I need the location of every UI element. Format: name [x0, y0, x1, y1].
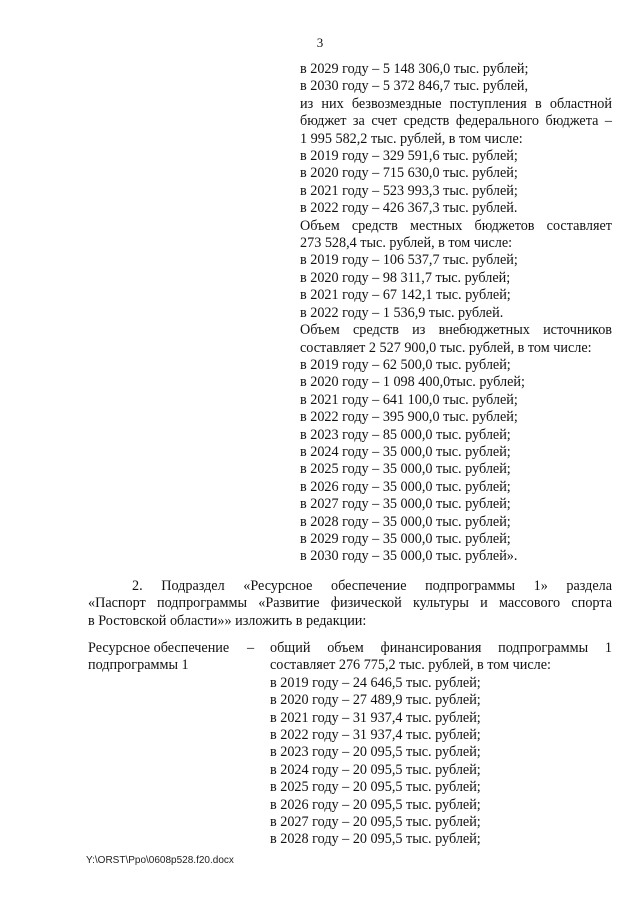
- passport-label-line: Ресурсное обеспечение: [88, 640, 230, 656]
- text-line: в 2020 году – 715 630,0 тыс. рублей;: [300, 165, 518, 182]
- text-line: в 2022 году – 1 536,9 тыс. рублей.: [300, 304, 504, 321]
- passport-row-label: [88, 640, 268, 675]
- text-line: в 2025 году – 35 000,0 тыс. рублей;: [300, 461, 511, 478]
- passport-row-value: [270, 640, 612, 849]
- text-line: в 2024 году – 20 095,5 тыс. рублей;: [270, 761, 481, 778]
- text-line: в 2021 году – 523 993,3 тыс. рублей;: [300, 182, 518, 199]
- funding-continuation-block: [300, 61, 612, 566]
- text-line: из них безвозмездные поступления в областной: [300, 95, 612, 112]
- text-line: 273 528,4 тыс. рублей, в том числе:: [300, 235, 513, 252]
- text-line: в 2019 году – 329 591,6 тыс. рублей;: [300, 148, 518, 165]
- text-line: в 2030 году – 5 372 846,7 тыс. рублей,: [300, 78, 529, 95]
- text-line: в 2029 году – 5 148 306,0 тыс. рублей;: [300, 61, 529, 77]
- text-line: в 2029 году – 35 000,0 тыс. рублей;: [300, 530, 511, 547]
- text-line: в 2021 году – 31 937,4 тыс. рублей;: [270, 709, 481, 726]
- text-line: в 2020 году – 98 311,7 тыс. рублей;: [300, 269, 511, 286]
- amendment-line: 2. Подраздел «Ресурсное обеспечение подпрограммы 1» раздела: [132, 578, 612, 594]
- text-line: Объем средств местных бюджетов составляет: [300, 217, 612, 234]
- text-line: в 2021 году – 67 142,1 тыс. рублей;: [300, 287, 511, 304]
- text-line: в 2019 году – 106 537,7 тыс. рублей;: [300, 252, 518, 269]
- text-line: в 2022 году – 395 900,0 тыс. рублей;: [300, 409, 518, 426]
- text-line: в 2021 году – 641 100,0 тыс. рублей;: [300, 391, 518, 408]
- amendment-paragraph-2: [88, 578, 612, 630]
- text-line: общий объем финансирования подпрограммы 1: [270, 640, 612, 656]
- text-line: в 2028 году – 35 000,0 тыс. рублей;: [300, 513, 511, 530]
- text-line: в 2030 году – 35 000,0 тыс. рублей».: [300, 548, 518, 565]
- text-line: в 2027 году – 20 095,5 тыс. рублей;: [270, 814, 481, 831]
- text-line: в 2023 году – 20 095,5 тыс. рублей;: [270, 744, 481, 761]
- text-line: в 2026 году – 20 095,5 тыс. рублей;: [270, 796, 481, 813]
- text-line: в 2022 году – 31 937,4 тыс. рублей;: [270, 727, 481, 744]
- amendment-line: «Паспорт подпрограммы «Развитие физической культуры и массового спорта: [88, 595, 612, 612]
- text-line: в 2025 году – 20 095,5 тыс. рублей;: [270, 779, 481, 796]
- amendment-line: в Ростовской области»» изложить в редакции:: [88, 612, 367, 629]
- text-line: в 2019 году – 62 500,0 тыс. рублей;: [300, 356, 511, 373]
- text-line: составляет 276 775,2 тыс. рублей, в том числе:: [270, 657, 551, 674]
- text-line: 1 995 582,2 тыс. рублей, в том числе:: [300, 130, 523, 147]
- text-line: в 2026 году – 35 000,0 тыс. рублей;: [300, 478, 511, 495]
- text-line: составляет 2 527 900,0 тыс. рублей, в том числе:: [300, 339, 592, 356]
- page-number: 3: [316, 35, 324, 50]
- text-line: Объем средств из внебюджетных источников: [300, 322, 612, 339]
- file-path-footer: Y:\ORST\Ppo\0608p528.f20.docx: [86, 855, 234, 866]
- text-line: в 2027 году – 35 000,0 тыс. рублей;: [300, 496, 511, 513]
- text-line: в 2019 году – 24 646,5 тыс. рублей;: [270, 674, 481, 691]
- text-line: в 2024 году – 35 000,0 тыс. рублей;: [300, 443, 511, 460]
- text-line: в 2028 году – 20 095,5 тыс. рублей;: [270, 831, 481, 848]
- passport-label-line: подпрограммы 1: [88, 657, 189, 674]
- text-line: бюджет за счет средств федерального бюджета –: [300, 113, 612, 130]
- passport-row-dash: –: [247, 640, 255, 656]
- text-line: в 2023 году – 85 000,0 тыс. рублей;: [300, 426, 511, 443]
- text-line: в 2020 году – 1 098 400,0тыс. рублей;: [300, 374, 525, 391]
- text-line: в 2022 году – 426 367,3 тыс. рублей.: [300, 200, 518, 217]
- text-line: в 2020 году – 27 489,9 тыс. рублей;: [270, 692, 481, 709]
